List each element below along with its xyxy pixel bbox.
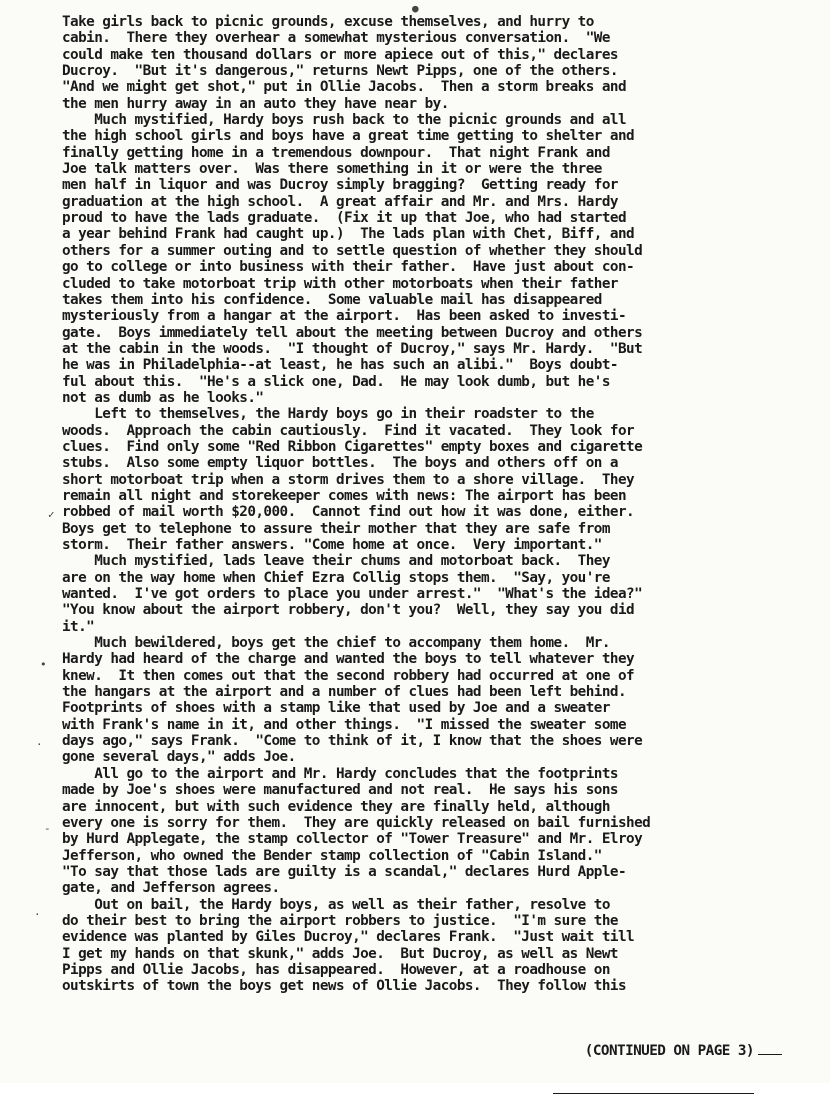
margin-mark: - [44,822,51,835]
text-line: the hangars at the airport and a number of clues had been left behind. [62,684,627,701]
text-line: remain all night and storekeeper comes with news: The airport has been [62,487,627,504]
text-line: go to college or into business with their father. Have just about con- [62,259,635,276]
text-line: proud to have the lads graduate. (Fix it up that Joe, who had started [62,210,627,227]
text-line: robbed of mail worth $20,000. Cannot find out how it was done, either. [62,504,635,521]
text-line: by Hurd Applegate, the stamp collector of "Tower Treasure" and Mr. Elroy [62,831,643,848]
text-line: a year behind Frank had caught up.) The lads plan with Chet, Biff, and [62,226,635,243]
text-line: every one is sorry for them. They are quickly released on bail furnished [62,814,651,831]
text-line: clues. Find only some "Red Ribbon Cigarettes" empty boxes and cigarette [62,438,643,455]
text-line: "To say that those lads are guilty is a scandal," declares Hurd Apple- [62,863,627,880]
text-line: gate. Boys immediately tell about the meeting between Ducroy and others [62,324,643,341]
text-line: do their best to bring the airport robbers to justice. "I'm sure the [62,912,618,929]
text-line: he was in Philadelphia--at least, he has such an alibi." Boys doubt- [62,357,618,374]
text-line: All go to the airport and Mr. Hardy concludes that the footprints [62,765,618,782]
text-line: evidence was planted by Giles Ducroy," declares Frank. "Just wait till [62,929,635,946]
text-line: Footprints of shoes with a stamp like that used by Joe and a sweater [62,700,610,717]
text-line: Much mystified, lads leave their chums and motorboat back. They [62,553,610,570]
text-line: "You know about the airport robbery, don't you? Well, they say you did [62,602,635,619]
margin-mark: ✓ [48,508,55,521]
ink-dot: ● [412,2,419,15]
text-line: at the cabin in the woods. "I thought of Ducroy," says Mr. Hardy. "But [62,340,643,357]
text-line: Left to themselves, the Hardy boys go in their roadster to the [62,406,594,423]
text-line: Much mystified, Hardy boys rush back to the picnic grounds and all [62,112,627,129]
text-line: graduation at the high school. A great affair and Mr. and Mrs. Hardy [62,193,618,210]
text-line: Much bewildered, boys get the chief to accompany them home. Mr. [62,635,610,652]
text-line: are innocent, but with such evidence they are finally held, although [62,798,610,815]
text-line: Hardy had heard of the charge and wanted the boys to tell whatever they [62,651,635,668]
continued-footer [553,1027,782,1091]
text-line: Jefferson, who owned the Bender stamp collection of "Cabin Island." [62,847,602,864]
text-line: the high school girls and boys have a great time getting to shelter and [62,128,635,145]
text-line: Boys get to telephone to assure their mother that they are safe from [62,520,610,537]
text-line: could make ten thousand dollars or more apiece out of this," declares [62,46,618,63]
text-line: finally getting home in a tremendous downpour. That night Frank and [62,144,610,161]
text-line: wanted. I've got orders to place you under arrest." "What's the idea?" [62,586,643,603]
text-line: Take girls back to picnic grounds, excuse themselves, and hurry to [62,14,594,30]
text-line: days ago," says Frank. "Come to think of it, I know that the shoes were [62,733,643,750]
text-line: others for a summer outing and to settle question of whether they should [62,242,643,259]
text-line: it." [62,618,95,635]
text-line: short motorboat trip when a storm drives them to a shore village. They [62,471,635,488]
text-line: gate, and Jefferson agrees. [62,880,280,897]
text-line: with Frank's name in it, and other things. "I missed the sweater some [62,716,627,733]
text-line: are on the way home when Chief Ezra Collig stops them. "Say, you're [62,569,610,586]
text-line: mysteriously from a hangar at the airport. Has been asked to investi- [62,308,627,325]
text-line: stubs. Also some empty liquor bottles. The boys and others off on a [62,455,618,472]
text-line: men half in liquor and was Ducroy simply bragging? Getting ready for [62,177,618,194]
text-line: not as dumb as he looks." [62,389,264,406]
text-line: cluded to take motorboat trip with other motorboats when their father [62,275,618,292]
text-line: cabin. There they overhear a somewhat mysterious conversation. "We [62,30,610,47]
text-line: Out on bail, the Hardy boys, as well as their father, resolve to [62,896,610,913]
text-line: made by Joe's shoes were manufactured and not real. He says his sons [62,782,618,799]
text-line: outskirts of town the boys get news of Ollie Jacobs. They follow this [62,978,627,995]
text-line: takes them into his confidence. Some valuable mail has disappeared [62,291,602,308]
text-line: Pipps and Ollie Jacobs, has disappeared. However, at a roadhouse on [62,961,610,978]
footer-dash [758,1054,782,1055]
margin-mark: · [36,738,43,751]
margin-mark: • [40,658,47,671]
text-line: ful about this. "He's a slick one, Dad. He may look dumb, but he's [62,373,610,390]
text-line: storm. Their father answers. "Come home at once. Very important." [62,537,602,553]
text-line: knew. It then comes out that the second robbery had occurred at one of [62,667,635,684]
text-line: the men hurry away in an auto they have near by. [62,95,449,112]
margin-mark: · [34,908,41,921]
text-line: gone several days," adds Joe. [62,749,296,766]
continued-label: (CONTINUED ON PAGE 3) [584,1043,754,1059]
text-line: I get my hands on that skunk," adds Joe. But Ducroy, as well as Newt [62,945,618,962]
text-line: woods. Approach the cabin cautiously. Find it vacated. They look for [62,422,635,439]
manuscript-body [62,14,822,995]
text-line: Joe talk matters over. Was there something in it or were the three [62,161,602,178]
text-line: "And we might get shot," put in Ollie Jacobs. Then a storm breaks and [62,79,627,96]
text-line: Ducroy. "But it's dangerous," returns Newt Pipps, one of the others. [62,63,618,80]
